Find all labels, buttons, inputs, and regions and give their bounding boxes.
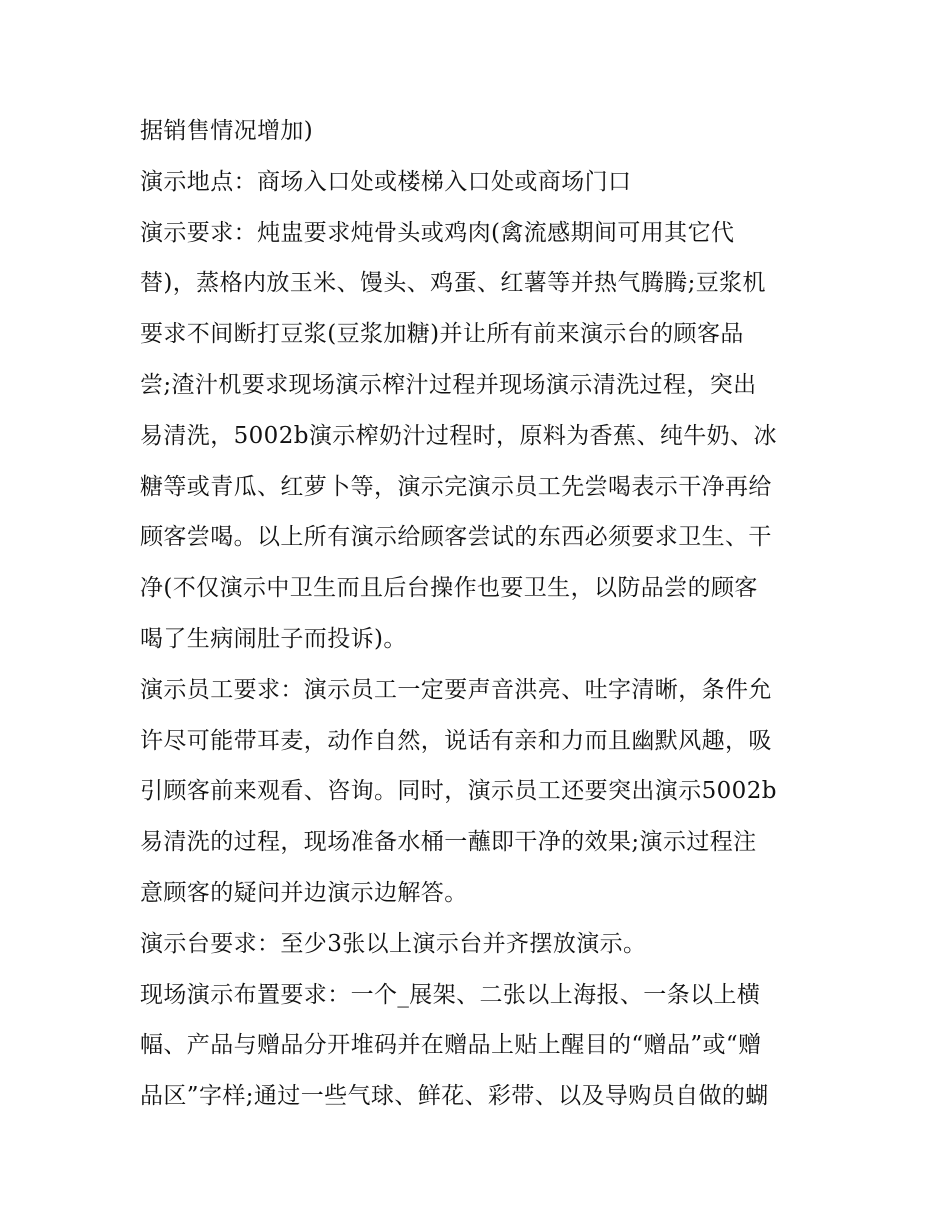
text-line: 易清洗，5002b演示榨奶汁过程时，原料为香蕉、纯牛奶、冰 <box>140 422 777 449</box>
text-line: 演示要求：炖盅要求炖骨头或鸡肉(禽流感期间可用其它代 <box>140 219 735 246</box>
text-line: 意顾客的疑问并边演示边解答。 <box>140 879 468 906</box>
text-line: 据销售情况增加) <box>140 118 314 144</box>
text-line: 品区”字样;通过一些气球、鲜花、彩带、以及导购员自做的蝴 <box>140 1083 769 1110</box>
document-body <box>140 113 820 1129</box>
text-line: 喝了生病闹肚子而投诉)。 <box>140 625 407 652</box>
text-line: 幅、产品与赠品分开堆码并在赠品上贴上醒目的“赠品”或“赠 <box>140 1032 762 1059</box>
text-line: 糖等或青瓜、红萝卜等，演示完演示员工先尝喝表示干净再给 <box>140 473 772 500</box>
text-line: 演示台要求：至少3张以上演示台并齐摆放演示。 <box>140 930 647 957</box>
text-line: 演示员工要求：演示员工一定要声音洪亮、吐字清晰，条件允 <box>140 676 772 703</box>
text-line: 现场演示布置要求：一个_展架、二张以上海报、一条以上横 <box>140 981 761 1008</box>
text-line: 演示地点：商场入口处或楼梯入口处或商场门口 <box>140 168 632 195</box>
text-line: 许尽可能带耳麦，动作自然，说话有亲和力而且幽默风趣，吸 <box>140 727 772 754</box>
text-line: 尝;渣汁机要求现场演示榨汁过程并现场演示清洗过程，突出 <box>140 371 757 398</box>
text-line: 替)，蒸格内放玉米、馒头、鸡蛋、红薯等并热气腾腾;豆浆机 <box>140 270 766 297</box>
text-line: 易清洗的过程，现场准备水桶一蘸即干净的效果;演示过程注 <box>140 829 757 856</box>
text-line: 顾客尝喝。以上所有演示给顾客尝试的东西必须要求卫生、干 <box>140 524 772 551</box>
text-line: 要求不间断打豆浆(豆浆加糖)并让所有前来演示台的顾客品 <box>140 321 744 348</box>
text-line: 引顾客前来观看、咨询。同时，演示员工还要突出演示5002b <box>140 778 777 805</box>
text-line: 净(不仅演示中卫生而且后台操作也要卫生，以防品尝的顾客 <box>140 575 758 602</box>
